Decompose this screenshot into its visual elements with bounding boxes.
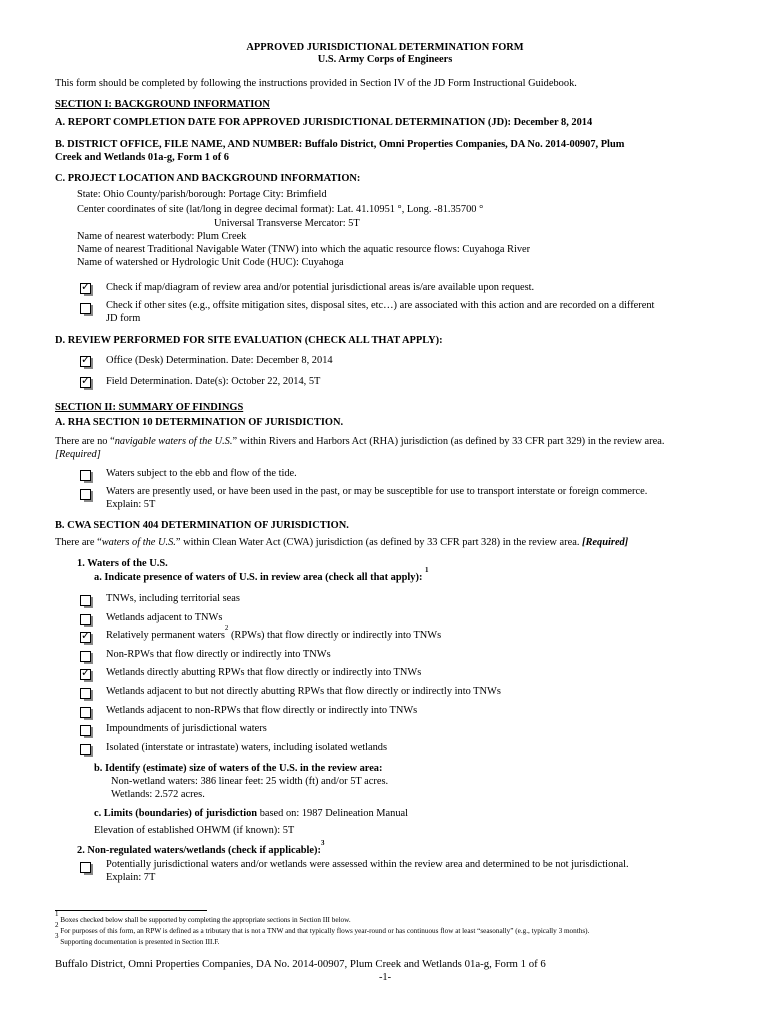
water-type-label: TNWs, including territorial seas [106, 593, 240, 604]
page-number: -1- [378, 972, 392, 983]
limits-of-jurisdiction: c. Limits (boundaries) of jurisdiction based on: 1987 Delineation Manual [94, 808, 409, 819]
footnote-1: $^1$ Boxes checked below shall be supported by completing the appropriate sections in Section III below. [55, 910, 351, 924]
water-type-label: Isolated (interstate or intrastate) waters, including isolated wetlands [106, 742, 388, 753]
map-checkbox[interactable]: ✓ [80, 283, 91, 294]
other-sites-checkbox[interactable] [80, 303, 91, 314]
water-type-label: Wetlands adjacent to non-RPWs that flow directly or indirectly into TNWs [106, 705, 418, 716]
commerce-waters-label-line2: Explain: 5T [106, 499, 156, 510]
other-sites-label-line2: JD form [106, 313, 141, 324]
water-type-checkbox[interactable]: ✓ [80, 632, 91, 643]
water-type-checkbox[interactable] [80, 725, 91, 736]
non-regulated-label-line2: Explain: 7T [106, 872, 156, 883]
nearest-waterbody: Name of nearest waterbody: Plum Creek [77, 231, 247, 242]
water-type-checkbox[interactable] [80, 744, 91, 755]
water-type-checkbox[interactable] [80, 614, 91, 625]
water-type-label: Wetlands directly abutting RPWs that flow directly or indirectly into TNWs [106, 667, 422, 678]
water-type-checkbox[interactable] [80, 707, 91, 718]
water-type-label: Impoundments of jurisdictional waters [106, 723, 267, 734]
map-checkbox-label: Check if map/diagram of review area and/or potential jurisdictional areas is/are available upon request. [106, 282, 535, 293]
non-regulated-heading: 2. Non-regulated waters/wetlands (check if applicable):$^3$ [77, 839, 325, 856]
intro-text: This form should be completed by following the instructions provided in Section IV of the JD Form Instructional Guidebook. [55, 78, 577, 89]
review-performed-heading: D. REVIEW PERFORMED FOR SITE EVALUATION (CHECK ALL THAT APPLY): [55, 335, 443, 346]
water-type-checkbox[interactable] [80, 651, 91, 662]
water-type-checkbox[interactable]: ✓ [80, 669, 91, 680]
section2-heading: SECTION II: SUMMARY OF FINDINGS [55, 402, 244, 413]
wetlands-acres: Wetlands: 2.572 acres. [111, 789, 205, 800]
commerce-waters-label-line1: Waters are presently used, or have been used in the past, or may be susceptible for use to transport interstate or foreign commerce. [106, 486, 648, 497]
form-title: APPROVED JURISDICTIONAL DETERMINATION FORM [246, 42, 524, 53]
district-office-line2: Creek and Wetlands 01a-g, Form 1 of 6 [55, 152, 229, 163]
office-determination-label: Office (Desk) Determination. Date: December 8, 2014 [106, 355, 333, 366]
water-type-checkbox[interactable] [80, 595, 91, 606]
tidal-waters-label: Waters subject to the ebb and flow of the tide. [106, 468, 297, 479]
water-type-label: Relatively permanent waters$^2$ (RPWs) that flow directly or indirectly into TNWs [106, 624, 442, 641]
nearest-tnw: Name of nearest Traditional Navigable Water (TNW) into which the aquatic resource flows: Cuyahoga River [77, 244, 531, 255]
tidal-waters-checkbox[interactable] [80, 470, 91, 481]
water-type-label: Wetlands adjacent to but not directly abutting RPWs that flow directly or indirectly into TNWs [106, 686, 501, 697]
project-location-heading: C. PROJECT LOCATION AND BACKGROUND INFORMATION: [55, 173, 361, 184]
report-date: A. REPORT COMPLETION DATE FOR APPROVED JURISDICTIONAL DETERMINATION (JD): December 8, 2014 [55, 117, 593, 128]
water-type-label: Wetlands adjacent to TNWs [106, 612, 223, 623]
footnote-3: $^3$ Supporting documentation is presented in Section III.F. [55, 932, 220, 946]
other-sites-label-line1: Check if other sites (e.g., offsite mitigation sites, disposal sites, etc…) are associated with this action and are recorded on a different [106, 300, 655, 311]
footnote-2: $^2$ For purposes of this form, an RPW is defined as a tributary that is not a TNW and that typically flows year-round or has continuous flow at least “seasonally” (e.g., typically 3 months). [55, 921, 590, 935]
field-determination-checkbox[interactable]: ✓ [80, 377, 91, 388]
waters-of-us-item: 1. Waters of the U.S. [77, 558, 168, 569]
ohwm-elevation: Elevation of established OHWM (if known): 5T [94, 825, 295, 836]
rha-required: [Required] [55, 449, 101, 460]
non-regulated-label-line1: Potentially jurisdictional waters and/or wetlands were assessed within the review area and determined to be not jurisdictional. [106, 859, 629, 870]
commerce-waters-checkbox[interactable] [80, 489, 91, 500]
section1-heading: SECTION I: BACKGROUND INFORMATION [55, 99, 270, 110]
state-county-city: State: Ohio County/parish/borough: Portage City: Brimfield [77, 189, 327, 200]
identify-size-heading: b. Identify (estimate) size of waters of the U.S. in the review area: [94, 763, 383, 774]
page-footer: Buffalo District, Omni Properties Companies, DA No. 2014-00907, Plum Creek and Wetlands 01a-g, Form 1 of 6 [55, 958, 546, 970]
district-office-line1: B. DISTRICT OFFICE, FILE NAME, AND NUMBER: Buffalo District, Omni Properties Companies, DA No. 2014-00907, Plum [55, 139, 625, 150]
non-regulated-checkbox[interactable] [80, 862, 91, 873]
rha-text: There are no “navigable waters of the U.S.” within Rivers and Harbors Act (RHA) jurisdiction (as defined by 33 CFR part 329) in the review area. [55, 436, 665, 447]
utm: Universal Transverse Mercator: 5T [214, 218, 360, 229]
office-determination-checkbox[interactable]: ✓ [80, 356, 91, 367]
water-type-label: Non-RPWs that flow directly or indirectly into TNWs [106, 649, 331, 660]
center-coordinates: Center coordinates of site (lat/long in degree decimal format): Lat. 41.10951 °, Long. -81.35700 ° [77, 204, 484, 215]
form-subtitle: U.S. Army Corps of Engineers [317, 54, 453, 65]
cwa-text: There are “waters of the U.S.” within Clean Water Act (CWA) jurisdiction (as defined by 33 CFR part 328) in the review area. [Required] [55, 537, 629, 548]
water-type-checkbox[interactable] [80, 688, 91, 699]
non-wetland-waters: Non-wetland waters: 386 linear feet: 25 width (ft) and/or 5T acres. [111, 776, 389, 787]
cwa-heading: B. CWA SECTION 404 DETERMINATION OF JURISDICTION. [55, 520, 349, 531]
rha-heading: A. RHA SECTION 10 DETERMINATION OF JURISDICTION. [55, 417, 344, 428]
watershed-huc: Name of watershed or Hydrologic Unit Code (HUC): Cuyahoga [77, 257, 344, 268]
field-determination-label: Field Determination. Date(s): October 22, 2014, 5T [106, 376, 321, 387]
footnote-divider [55, 910, 207, 911]
indicate-presence-heading: a. Indicate presence of waters of U.S. in review area (check all that apply): $^1$ [94, 566, 429, 583]
